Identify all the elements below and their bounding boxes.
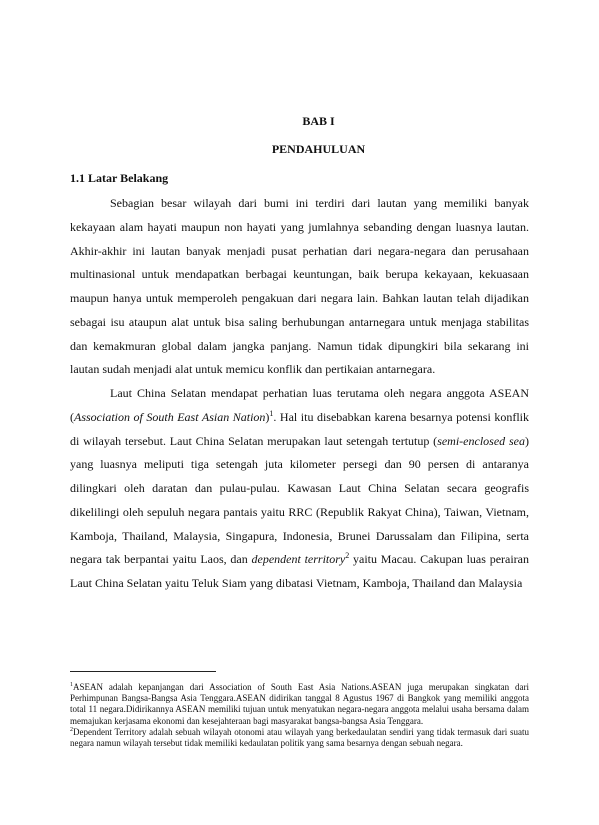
- paragraph-2-text-e: yaitu Macau. Cakupan luas perairan Laut China Selatan yaitu Teluk Siam yang dibatasi Vietnam, Kamboja, Thailand dan Malaysia: [70, 552, 529, 590]
- chapter-number: BAB I: [302, 114, 335, 128]
- footnote-1: [70, 682, 529, 727]
- semi-enclosed-sea-term: semi-enclosed sea: [437, 433, 525, 448]
- footnote-1-text: ASEAN adalah kepanjangan dari Association of South East Asia Nations.ASEAN juga merupakan singkatan dari Perhimpunan Bangsa-Bangsa Asia Tenggara.ASEAN didirikan tanggal 8 Agustus 1967 di Bangkok yang memiliki anggota total 11 negara.Didirikannya ASEAN memiliki tujuan untuk menyatukan negara-negara anggota melalui usaha bersama dalam memajukan kerjasama ekonomi dan kesejahteraan bagi masyarakat bangsa-bangsa Asia Tenggara.: [70, 682, 529, 726]
- footnote-2-mark: 2: [70, 726, 73, 733]
- footnote-1-mark: 1: [70, 682, 73, 688]
- footnote-2: [70, 727, 529, 749]
- footnotes: [70, 682, 529, 749]
- section-heading: 1.1 Latar Belakang: [70, 171, 169, 185]
- paragraph-2-text-d: ) yang luasnya meliputi tiga setengah juta kilometer persegi dan 90 persen di antaranya dilingkari oleh daratan dan pulau-pulau. Kawasan Laut China Selatan secara geografis dikelilingi oleh sepuluh negara pantais yaitu RRC (Republik Rakyat China), Taiwan, Vietnam, Kamboja, Thailand, Malaysia, Singapura, Indonesia, Brunei Darussalam dan Filipina, serta negara tak berpantai yaitu Laos, dan: [70, 433, 529, 567]
- paragraph-1: Sebagian besar wilayah dari bumi ini terdiri dari lautan yang memiliki banyak kekayaan alam hayati maupun non hayati yang jumlahnya sebanding dengan luasnya lautan. Akhir-akhir ini lautan banyak menjadi pusat perhatian dari negara-negara dan perusahaan multinasional untuk mendapatkan berbagai keuntungan, baik berupa kekayaan, kekuasaan maupun hanya untuk memperoleh pengakuan dari negara lain. Bahkan lautan telah dijadikan sebagai isu ataupun alat untuk bisa saling berhubungan antarnegara untuk menjaga stabilitas dan kemakmuran global dalam jangka panjang. Namun tidak dipungkiri bila sekarang ini lautan sudah menjadi alat untuk memicu konflik dan pertikaian antarnegara.: [70, 196, 529, 377]
- asean-full-name: Association of South East Asian Nation: [74, 409, 266, 424]
- footnote-2-text: Dependent Territory adalah sebuah wilayah otonomi atau wilayah yang berkedaulatan sendiri yang tidak termasuk dari suatu negara namun wilayah tersebut tidak memiliki kedaulatan politik yang sama besarnya dengan sebuah negara.: [70, 726, 529, 749]
- dependent-territory-term: dependent territory: [251, 552, 346, 567]
- paragraph-2-text-b: ): [265, 409, 270, 424]
- chapter-title: PENDAHULUAN: [271, 142, 366, 156]
- paragraph-2-text-c: . Hal itu disebabkan karena besarnya potensi konflik di wilayah tersebut. Laut China Selatan merupakan laut setengah tertutup (: [70, 409, 529, 448]
- paragraph-2: [70, 382, 529, 596]
- body-text: [70, 192, 529, 596]
- footnote-ref-1[interactable]: 1: [269, 408, 274, 418]
- footnote-divider: [70, 671, 216, 672]
- footnote-ref-2[interactable]: 2: [345, 551, 350, 561]
- paragraph-2-text-a: Laut China Selatan mendapat perhatian luas terutama oleh negara anggota ASEAN (: [70, 386, 529, 424]
